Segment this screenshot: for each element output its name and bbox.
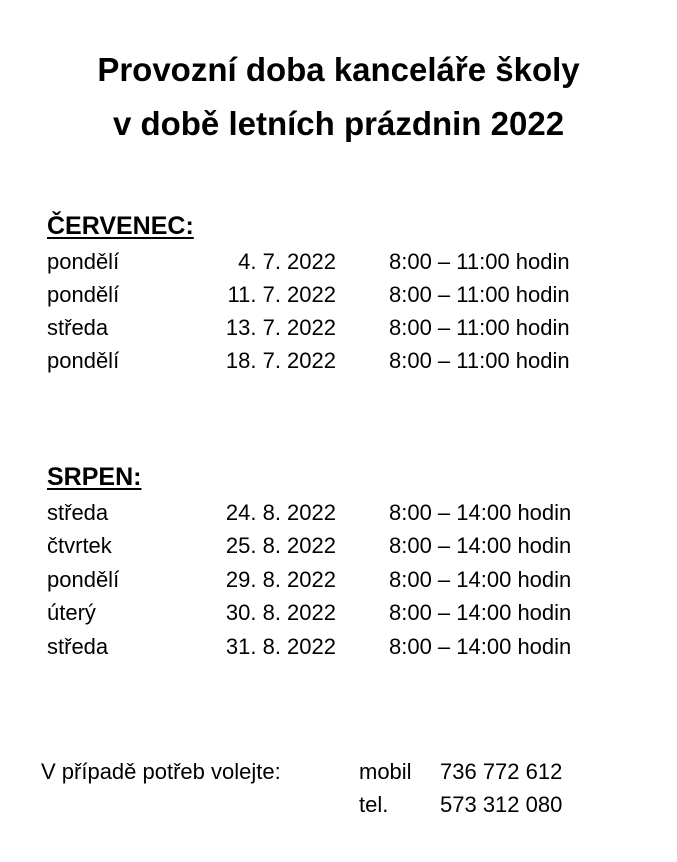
date: 13. 7. 2022	[225, 315, 336, 340]
contact-label: V případě potřeb volejte:	[41, 759, 281, 784]
date: 30. 8. 2022	[225, 600, 336, 625]
office-hours: 8:00 – 11:00 hodin	[389, 249, 570, 274]
day-name: úterý	[47, 600, 96, 625]
schedule-row	[0, 346, 677, 376]
office-hours: 8:00 – 14:00 hodin	[389, 533, 572, 558]
day-name: středa	[47, 315, 109, 340]
schedule-row	[0, 531, 677, 561]
day-name: pondělí	[47, 249, 120, 274]
date: 29. 8. 2022	[225, 567, 336, 592]
phone-number: 573 312 080	[440, 792, 563, 817]
schedule-row	[0, 598, 677, 628]
day-name: čtvrtek	[47, 533, 112, 558]
day-name: pondělí	[47, 567, 120, 592]
schedule-row	[0, 247, 677, 277]
schedule-row	[0, 313, 677, 343]
title-line-1: Provozní doba kanceláře školy	[97, 51, 580, 88]
schedule-row	[0, 565, 677, 595]
office-hours: 8:00 – 14:00 hodin	[389, 634, 572, 659]
phone-label: tel.	[359, 792, 389, 817]
office-hours: 8:00 – 11:00 hodin	[389, 282, 570, 307]
date: 11. 7. 2022	[227, 282, 336, 307]
schedule-row	[0, 632, 677, 662]
july-heading: ČERVENEC:	[47, 212, 194, 240]
day-name: středa	[47, 500, 109, 525]
office-hours: 8:00 – 14:00 hodin	[389, 500, 572, 525]
office-hours: 8:00 – 11:00 hodin	[389, 348, 570, 373]
office-hours: 8:00 – 11:00 hodin	[389, 315, 570, 340]
date: 31. 8. 2022	[225, 634, 336, 659]
date: 24. 8. 2022	[225, 500, 336, 525]
day-name: pondělí	[47, 282, 120, 307]
date: 4. 7. 2022	[238, 249, 336, 274]
title-line-2: v době letních prázdnin 2022	[112, 105, 565, 142]
mobile-number: 736 772 612	[440, 759, 563, 784]
date: 25. 8. 2022	[225, 533, 336, 558]
day-name: středa	[47, 634, 109, 659]
date: 18. 7. 2022	[225, 348, 336, 373]
day-name: pondělí	[47, 348, 120, 373]
office-hours: 8:00 – 14:00 hodin	[389, 567, 572, 592]
schedule-row	[0, 280, 677, 310]
office-hours: 8:00 – 14:00 hodin	[389, 600, 572, 625]
schedule-row	[0, 498, 677, 528]
mobile-label: mobil	[359, 759, 412, 784]
august-heading: SRPEN:	[47, 463, 142, 491]
